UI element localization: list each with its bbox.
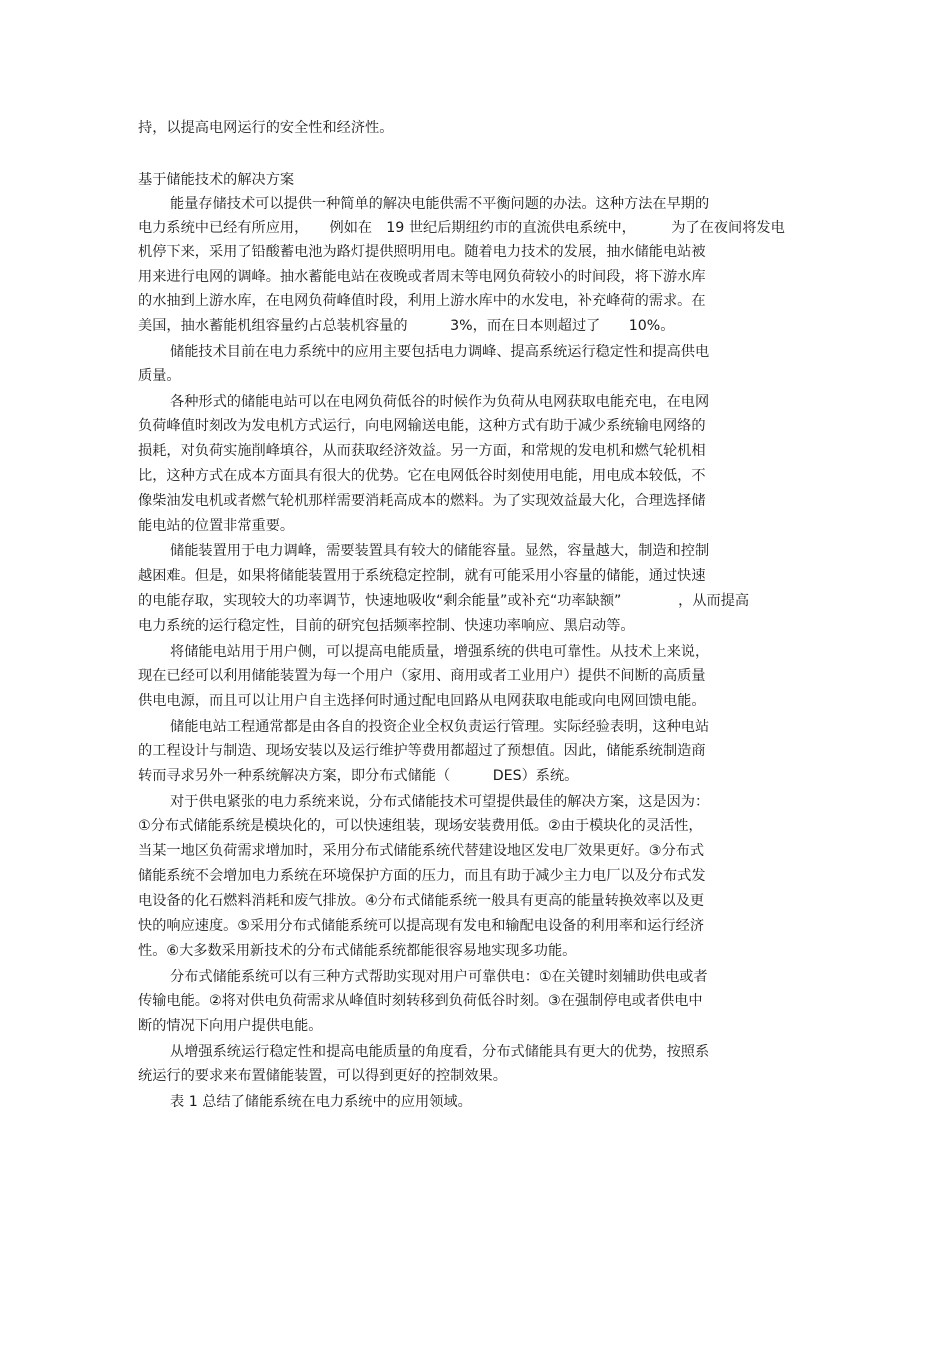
text-line: ①分布式储能系统是模块化的，可以快速组装，现场安装费用低。②由于模块化的灵活性， [138,818,703,834]
text-line: 统运行的要求来布置储能装置，可以得到更好的控制效果。 [138,1068,507,1084]
text-line: 美国，抽水蓄能机组容量约占总装机容量的 3%，而在日本则超过了 10%。 [138,318,675,334]
text-line: 性。⑥大多数采用新技术的分布式储能系统都能很容易地实现多功能。 [138,943,577,959]
text-line: 能电站的位置非常重要。 [138,518,295,534]
section-heading: 基于储能技术的解决方案 [138,172,295,188]
text-line: 断的情况下向用户提供电能。 [138,1018,323,1034]
text-line: 各种形式的储能电站可以在电网负荷低谷的时候作为负荷从电网获取电能充电，在电网 [170,394,710,410]
text-line: 储能电站工程通常都是由各自的投资企业全权负责运行管理。实际经验表明，这种电站 [170,719,710,735]
text-line: 损耗，对负荷实施削峰填谷，从而获取经济效益。另一方面，和常规的发电机和燃气轮机相 [138,443,706,459]
text-line: 现在已经可以利用储能装置为每一个用户（家用、商用或者工业用户）提供不间断的高质量 [138,668,706,684]
text-line: 电设备的化石燃料消耗和废气排放。④分布式储能系统一般具有更高的能量转换效率以及更 [138,893,705,909]
text-line: 电力系统中已经有所应用， 例如在 19 世纪后期纽约市的直流供电系统中， 为了在夜间将发电 [138,220,785,236]
text-line: 储能装置用于电力调峰，需要装置具有较大的储能容量。显然，容量越大，制造和控制 [170,543,710,559]
text-line: 供电电源，而且可以让用户自主选择何时通过配电回路从电网获取电能或向电网回馈电能。 [138,693,706,709]
text-line: 用来进行电网的调峰。抽水蓄能电站在夜晚或者周末等电网负荷较小的时间段，将下游水库 [138,269,706,285]
text-line: 的水抽到上游水库，在电网负荷峰值时段，利用上游水库中的水发电，补充峰荷的需求。在 [138,293,706,309]
text-line: 对于供电紧张的电力系统来说，分布式储能技术可望提供最佳的解决方案，这是因为： [170,794,710,810]
table-caption-reference: 表 1 总结了储能系统在电力系统中的应用领域。 [170,1094,472,1110]
text-line: 快的响应速度。⑤采用分布式储能系统可以提高现有发电和输配电设备的利用率和运行经济 [138,918,705,934]
text-line: 传输电能。②将对供电负荷需求从峰值时刻转移到负荷低谷时刻。③在强制停电或者供电中 [138,993,703,1009]
text-line: 负荷峰值时刻改为发电机方式运行，向电网输送电能，这种方式有助于减少系统输电网络的 [138,418,706,434]
text-line: 转而寻求另外一种系统解决方案，即分布式储能（ DES）系统。 [138,768,579,784]
text-line: 电力系统的运行稳定性，目前的研究包括频率控制、快速功率响应、黑启动等。 [138,618,635,634]
text-line: 从增强系统运行稳定性和提高电能质量的角度看，分布式储能具有更大的优势，按照系 [170,1044,710,1060]
text-line: 质量。 [138,368,181,384]
text-line: 的电能存取，实现较大的功率调节，快速地吸收“剩余能量”或补充“功率缺额” ，从而提高 [138,593,750,609]
text-line: 当某一地区负荷需求增加时，采用分布式储能系统代替建设地区发电厂效果更好。③分布式 [138,843,705,859]
text-line: 将储能电站用于用户侧，可以提高电能质量，增强系统的供电可靠性。从技术上来说， [170,644,710,660]
text-line: 像柴油发电机或者燃气轮机那样需要消耗高成本的燃料。为了实现效益最大化，合理选择储 [138,493,706,509]
text-line: 的工程设计与制造、现场安装以及运行维护等费用都超过了预想值。因此，储能系统制造商 [138,743,706,759]
text-line: 比，这种方式在成本方面具有很大的优势。它在电网低谷时刻使用电能，用电成本较低，不 [138,468,706,484]
text-line: 越困难。但是，如果将储能装置用于系统稳定控制，就有可能采用小容量的储能，通过快速 [138,568,706,584]
text-line: 储能系统不会增加电力系统在环境保护方面的压力，而且有助于减少主力电厂以及分布式发 [138,868,706,884]
text-line: 分布式储能系统可以有三种方式帮助实现对用户可靠供电：①在关键时刻辅助供电或者 [170,969,708,985]
text-line: 机停下来，采用了铅酸蓄电池为路灯提供照明用电。随着电力技术的发展，抽水储能电站被 [138,244,706,260]
text-line: 持，以提高电网运行的安全性和经济性。 [138,120,394,136]
text-line: 储能技术目前在电力系统中的应用主要包括电力调峰、提高系统运行稳定性和提高供电 [170,344,710,360]
text-line: 能量存储技术可以提供一种简单的解决电能供需不平衡问题的办法。这种方法在早期的 [170,196,710,212]
